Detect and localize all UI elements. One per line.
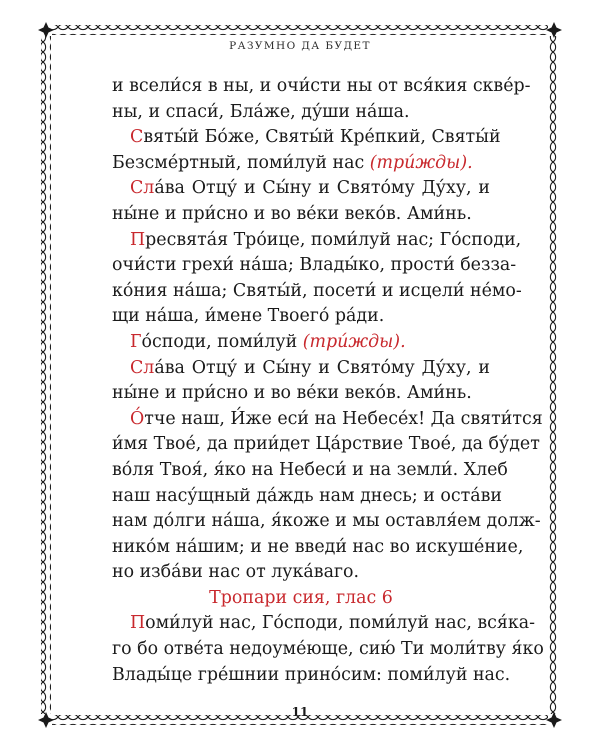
prayer-text: [112, 74, 544, 688]
page-frame: [38, 22, 562, 728]
text-line: [112, 509, 541, 535]
text-line: [112, 381, 490, 407]
text-line: [112, 356, 490, 382]
line-text: ны, и спаси́, Бла́же, ду́ши на́ша.: [112, 101, 410, 122]
line-text: вяты́й Бо́же, Святы́й Кре́пкий, Святы́й: [143, 127, 501, 148]
line-text: ко́ния на́ша; Святы́й, посети́ и исцели́ не́мо-: [112, 280, 522, 301]
line-text: и́мя Твое́, да прии́дет Ца́рствие Твое́, да бу́дет: [112, 434, 540, 455]
text-line: [112, 253, 517, 279]
text-line: [112, 611, 536, 637]
line-text: тче наш, И́же еси́ на Небесе́х! Да святи́тся: [144, 408, 543, 429]
text-line: [112, 202, 490, 228]
text-line: [112, 228, 522, 254]
text-line: [112, 100, 490, 126]
line-text: нам до́лги на́ша, я́коже и мы оставля́ем долж-: [112, 511, 541, 532]
text-line: [112, 407, 543, 433]
line-text: Влады́це гре́шнии прино́сим: поми́луй нас.: [112, 664, 511, 685]
line-text: и всели́ся в ны, и очи́сти ны от вся́кия скве́р-: [112, 76, 531, 96]
line-text: а́ва Отцу́ и Сы́ну и Свято́му Ду́ху, и: [154, 178, 490, 199]
text-line: [112, 663, 511, 689]
rubric-note: (три́жды).: [302, 331, 406, 352]
text-line: [112, 637, 544, 663]
line-text: о́споди, поми́луй: [141, 331, 303, 352]
running-header: РАЗУМНО ДА БУДЕТ: [229, 40, 371, 52]
line-text: во́ля Твоя́, я́ко на Небеси́ и на земли́. Хлеб: [112, 459, 508, 480]
text-line: [112, 304, 490, 330]
line-text: наш насу́щный да́ждь нам днесь; и оста́ви: [112, 485, 502, 506]
rubric-note: (три́жды).: [369, 152, 473, 173]
text-line: [112, 484, 502, 510]
section-heading: [112, 586, 490, 612]
text-line: [112, 560, 490, 586]
text-line: [112, 74, 531, 100]
text-line: [112, 151, 490, 177]
text-line: [112, 432, 540, 458]
page-number: 11: [291, 705, 309, 719]
line-text: ны́не и при́сно и во ве́ки веко́в. Ами́нь.: [112, 383, 472, 404]
line-text: а́ва Отцу́ и Сы́ну и Свято́му Ду́ху, и: [154, 357, 490, 378]
text-line: [112, 458, 508, 484]
red-initial: П: [130, 613, 146, 634]
line-text: нико́м на́шим; и не введи́ нас во искуше́ние,: [112, 536, 524, 557]
text-line: [112, 176, 490, 202]
text-line: [112, 330, 490, 356]
heading-text: Тропари сия, глас 6: [209, 587, 393, 608]
text-line: [112, 125, 501, 151]
line-text: Безсме́ртный, поми́луй нас: [112, 152, 370, 173]
red-initial: С: [130, 127, 144, 148]
text-line: [112, 535, 524, 561]
red-initial: О́: [130, 408, 145, 429]
red-initial: Сл: [130, 357, 155, 378]
line-text: щи на́ша, и́мене Твоего́ ра́ди.: [112, 306, 385, 327]
red-initial: Сл: [130, 178, 155, 199]
line-text: оми́луй нас, Го́споди, поми́луй нас, вся́ка-: [145, 613, 536, 634]
line-text: но изба́ви нас от лука́ваго.: [112, 562, 360, 583]
red-initial: Г: [130, 331, 142, 352]
red-initial: П: [130, 229, 146, 250]
line-text: очи́сти грехи́ на́ша; Влады́ко, прости́ безза-: [112, 255, 517, 276]
line-text: ны́не и при́сно и во ве́ки веко́в. Ами́нь.: [112, 203, 472, 224]
line-text: ресвята́я Тро́ице, поми́луй нас; Го́споди,: [145, 229, 522, 250]
text-line: [112, 279, 522, 305]
line-text: го бо отве́та недоуме́юще, сию́ Ти моли́тву я́ко: [112, 639, 544, 660]
